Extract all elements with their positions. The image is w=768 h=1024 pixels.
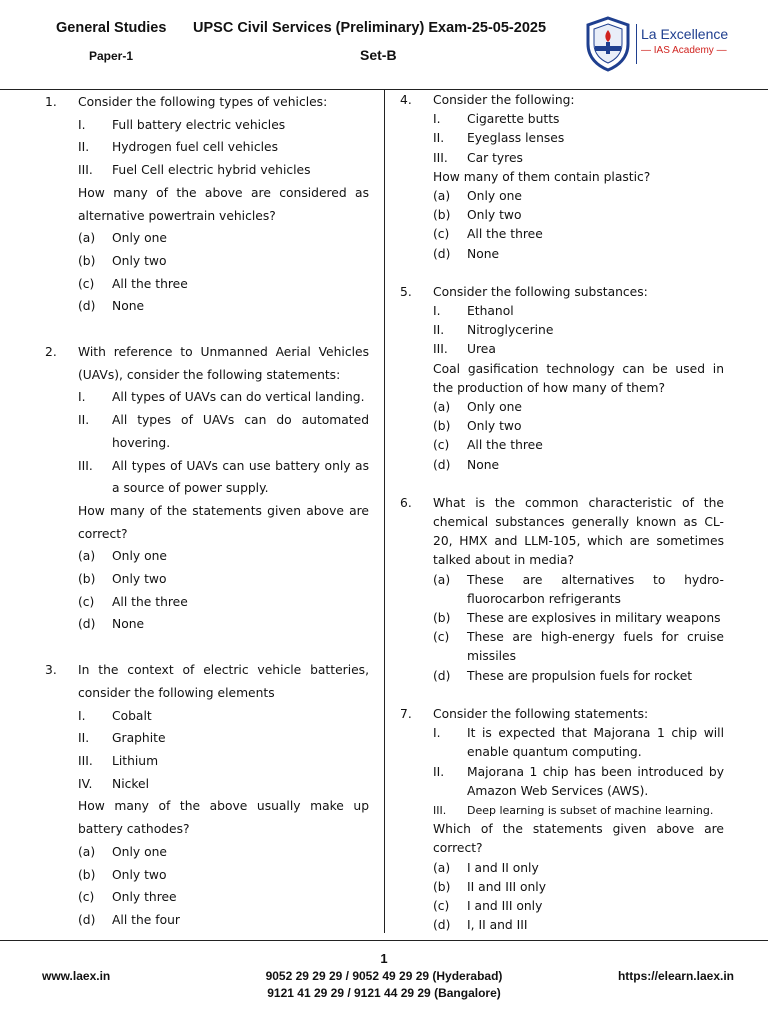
option-d: (d) None [433,246,500,261]
option-b: (b) Only two [78,867,167,882]
option-b: (b) II and III only [433,879,547,894]
question-number: 5. [400,284,412,299]
option-a: (a) These are alternatives to hydro-fluorocarbon refrigerants [433,572,724,606]
question-stem: With reference to Unmanned Aerial Vehicles (UAVs), consider the following statements: [78,345,369,382]
question-ask: How many of the statements given above are correct? [78,503,369,541]
phone-bangalore: 9121 41 29 29 / 9121 44 29 29 (Bangalore) [267,986,501,1000]
option-b: (b) Only two [433,419,522,434]
question-number: 3. [45,663,57,678]
paper-label: Paper-1 [89,49,134,63]
question-ask: How many of the above usually make up battery cathodes? [78,799,369,837]
question-number: 1. [45,95,57,109]
shield-torch-emblem-icon [585,16,631,72]
option-b: (b) Only two [433,208,522,223]
option-b: (b) These are explosives in military weapons [433,611,721,626]
statement: III. Deep learning is subset of machine learning. [433,803,714,817]
column-divider [384,90,385,933]
question-3 [45,659,369,931]
footer-rule [0,940,768,941]
option-d: (d) These are propulsion fuels for rocket [433,668,693,683]
statement: I. Full battery electric vehicles [78,117,286,132]
question-stem: Consider the following substances: [433,284,648,299]
statement: I. It is expected that Majorana 1 chip will enable quantum computing. [433,726,724,760]
option-c: (c) All the three [78,276,188,291]
question-number: 4. [400,93,412,107]
question-ask: Coal gasification technology can be used in the production of how many of them? [433,361,724,395]
question-2 [45,341,369,636]
question-ask: How many of the above are considered as alternative powertrain vehicles? [78,185,369,223]
option-d: (d) None [78,617,145,632]
option-a: (a) Only one [78,844,167,859]
option-a: (a) Only one [433,400,522,415]
question-stem: What is the common characteristic of the chemical substances generally known as CL-20, HMX and LLM-105, which are sometimes talked about in media? [433,495,724,568]
statement: IV. Nickel [78,776,150,791]
statement: III. Lithium [78,753,159,768]
phone-hyderabad: 9052 29 29 29 / 9052 49 29 29 (Hyderabad) [265,969,503,983]
option-c: (c) All the three [433,438,543,453]
question-7 [400,705,724,935]
option-a: (a) I and II only [433,860,539,875]
statement: II. Eyeglass lenses [433,131,565,146]
statement: II. Hydrogen fuel cell vehicles [78,140,278,155]
statement: III. Urea [433,342,496,357]
question-6 [400,494,724,686]
page-number: 1 [380,951,388,966]
statement: II. Majorana 1 chip has been introduced by Amazon Web Services (AWS). [433,764,724,798]
left-column [45,91,369,932]
option-d: (d) None [78,299,145,314]
question-number: 7. [400,706,412,721]
option-c: (c) I and III only [433,898,543,913]
statement: I. Cobalt [78,708,152,723]
option-d: (d) I, II and III [433,918,528,933]
website-link[interactable]: www.laex.in [42,969,111,983]
option-c: (c) These are high-energy fuels for cruise missiles [433,630,724,664]
subject-title: General Studies [56,20,167,36]
option-c: (c) Only three [78,890,177,905]
statement: II. Nitroglycerine [433,323,554,338]
option-d: (d) None [433,457,500,472]
option-d: (d) All the four [78,912,180,927]
statement: I. Cigarette butts [433,112,560,127]
statement: III. Fuel Cell electric hybrid vehicles [78,163,311,178]
statement: III. All types of UAVs can use battery only as a source of power supply. [78,458,369,496]
logo-brand: La Excellence [641,26,729,42]
question-stem: Consider the following statements: [433,706,649,721]
question-ask: How many of them contain plastic? [433,169,651,184]
question-stem: In the context of electric vehicle batteries, consider the following elements [78,663,369,700]
option-c: (c) All the three [78,594,188,609]
right-column [400,91,724,935]
statement: I. Ethanol [433,304,514,319]
question-stem: Consider the following: [433,93,575,107]
option-a: (a) Only one [78,549,167,564]
option-b: (b) Only two [78,253,167,268]
logo-divider [636,24,637,64]
exam-title: UPSC Civil Services (Preliminary) Exam-25-05-2025 [193,20,547,36]
academy-logo [585,16,735,76]
option-a: (a) Only one [433,189,522,204]
question-number: 2. [45,345,57,360]
question-5 [400,283,724,475]
option-b: (b) Only two [78,572,167,587]
question-4 [400,91,724,264]
option-c: (c) All the three [433,227,543,242]
logo-tagline: IAS Academy [653,45,714,56]
elearn-link[interactable]: https://elearn.laex.in [617,969,734,983]
statement: I. All types of UAVs can do vertical landing. [78,390,365,405]
set-label: Set-B [360,47,397,63]
logo-tagline-row: — IAS Academy — [641,45,727,56]
question-stem: Consider the following types of vehicles: [78,95,328,109]
statement: III. Car tyres [433,150,523,165]
option-a: (a) Only one [78,231,167,246]
question-ask: Which of the statements given above are correct? [433,822,724,856]
statement: II. Graphite [78,731,166,746]
question-number: 6. [400,495,412,510]
statement: II. All types of UAVs can do automated hovering. [78,413,369,450]
question-1 [45,91,369,318]
